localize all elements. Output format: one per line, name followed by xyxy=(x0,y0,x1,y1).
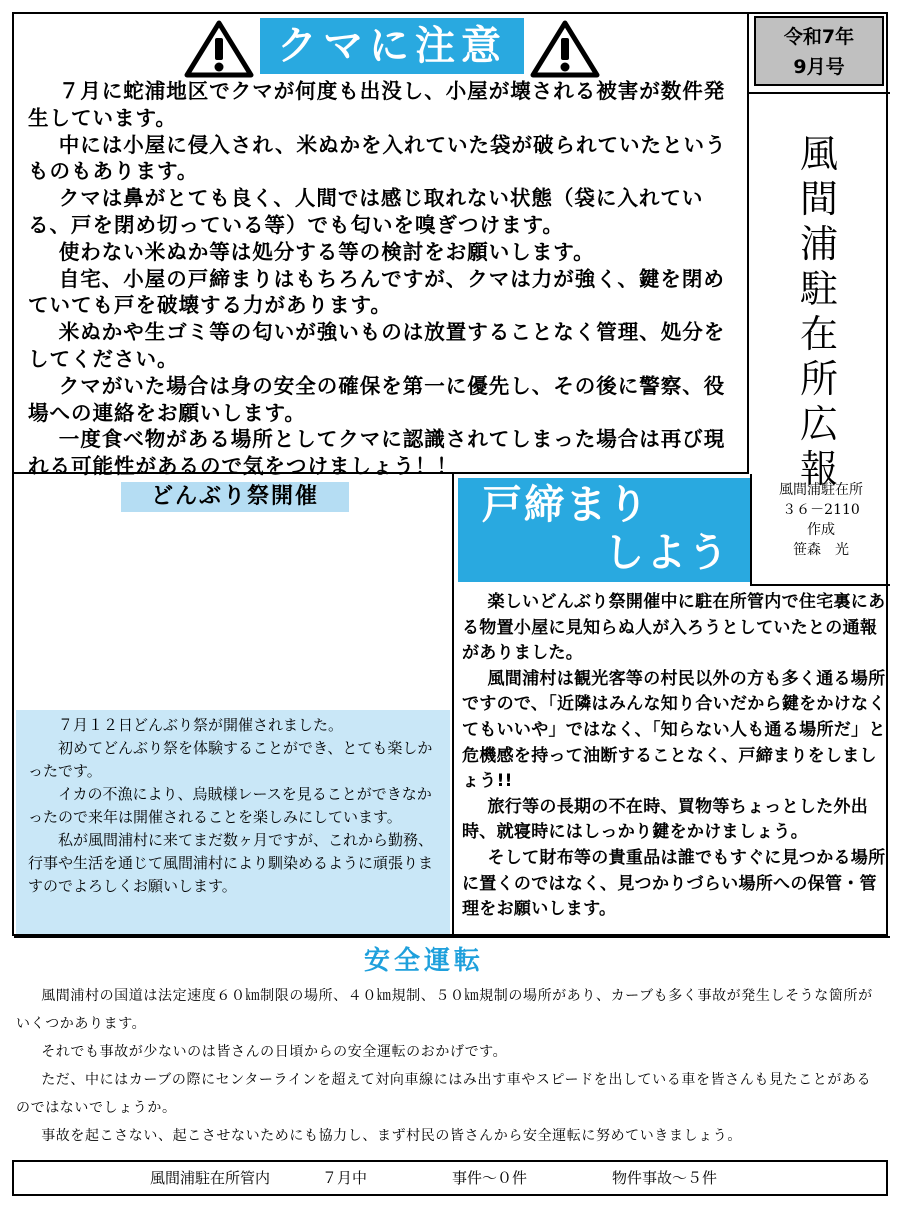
issue-month: 9月号 xyxy=(793,56,845,78)
title-char: 風 xyxy=(799,132,838,176)
paragraph: 初めてどんぶり祭を体験することができ、とても楽しかったです。 xyxy=(28,739,433,780)
bear-title: クマに注意 xyxy=(260,18,524,74)
made-by-label: 作成 xyxy=(807,522,835,538)
title-char: 在 xyxy=(799,312,838,356)
lock-section xyxy=(454,474,890,938)
paragraph: 一度食べ物がある場所としてクマに認識されてしまった場合は再び現れる可能性があるので気をつけましょう！！ xyxy=(28,427,726,479)
bear-warning-section xyxy=(14,14,749,479)
bear-warning-body xyxy=(28,78,743,480)
safe-driving-body xyxy=(16,982,884,1150)
paragraph: 米ぬかや生ゴミ等の匂いが強いものは放置することなく管理、処分をしてください。 xyxy=(28,320,726,371)
paragraph: 自宅、小屋の戸締まりはもちろんですが、クマは力が強く、鍵を閉めていても戸を破壊する力があります。 xyxy=(28,266,725,318)
title-char: 広 xyxy=(799,402,838,446)
paragraph: ７月１２日どんぶり祭が開催されました。 xyxy=(58,716,344,734)
office-name: 風間浦駐在所 xyxy=(779,482,863,498)
author-name: 笹森 光 xyxy=(793,542,849,558)
donburi-section xyxy=(14,474,454,938)
issue-year: 令和7年 xyxy=(783,26,855,48)
lock-title-line2: しよう xyxy=(604,530,730,576)
newsletter-title-vertical xyxy=(794,132,844,492)
lock-title-line1: 戸締まり xyxy=(482,482,650,528)
paragraph: 使わない米ぬか等は処分する等の検討をお願いします。 xyxy=(58,239,595,264)
paragraph: 楽しいどんぶり祭開催中に駐在所管内で住宅裏にある物置小屋に見知らぬ人が入ろうとしていたとの通報がありました。 xyxy=(462,592,886,664)
newsletter-frame xyxy=(12,12,888,1144)
paragraph: 旅行等の長期の不在時、買物等ちょっとした外出時、就寝時にはしっかり鍵をかけましょう。 xyxy=(462,796,869,843)
warning-icon xyxy=(184,20,254,78)
bear-title-row xyxy=(14,16,749,78)
paragraph: 風間浦村は観光客等の村民以外の方も多く通る場所ですので、「近隣はみんな知り合いだから鍵をかけなくてもいいや」ではなく、「知らない人も通る場所だ」と危機感を持って油断することなく、戸締まりをしましょう!! xyxy=(462,668,886,792)
footer-accidents: 物件事故～５件 xyxy=(612,1169,718,1187)
lock-body xyxy=(462,590,886,923)
paragraph: イカの不漁により、烏賊様レースを見ることができなかったので来年は開催されることを楽しみにしています。 xyxy=(28,785,432,826)
title-char: 報 xyxy=(799,447,838,491)
phone-number: ３６－2110 xyxy=(782,502,860,518)
paragraph: 私が風間浦村に来てまだ数ヶ月ですが、これから勤務、行事や生活を通じて風間浦村により馴染めるように頑張りますのでよろしくお願いします。 xyxy=(28,831,434,895)
paragraph: ７月に蛇浦地区でクマが何度も出没し、小屋が壊される被害が数件発生しています。 xyxy=(28,79,726,130)
title-char: 浦 xyxy=(799,222,838,266)
paragraph: 事故を起こさない、起こさせないためにも協力し、まず村民の皆さんから安全運転に努めていきましょう。 xyxy=(41,1128,742,1144)
footer-incidents: 事件～０件 xyxy=(452,1169,528,1187)
safe-driving-title: 安全運転 xyxy=(363,946,484,976)
warning-icon xyxy=(530,20,600,78)
paragraph: クマがいた場合は身の安全の確保を第一に優先し、その後に警察、役場への連絡をお願いします。 xyxy=(28,373,726,425)
lock-title xyxy=(458,478,750,582)
paragraph: ただ、中にはカーブの際にセンターラインを超えて対向車線にはみ出す車やスピードを出している車を皆さんも見たことがあるのではないでしょうか。 xyxy=(16,1072,872,1116)
footer-area: 風間浦駐在所管内 xyxy=(150,1169,271,1187)
paragraph: 中には小屋に侵入され、米ぬかを入れていた袋が破られていたというものもあります。 xyxy=(28,132,727,184)
paragraph: クマは鼻がとても良く、人間では感じ取れない状態（袋に入れている、戸を閉め切っている等）でも匂いを嗅ぎつけます。 xyxy=(28,186,704,237)
title-char: 所 xyxy=(799,357,838,401)
paragraph: そして財布等の貴重品は誰でもすぐに見つかる場所に置くのではなく、見つかりづらい場所への保管・管理をお願いします。 xyxy=(462,847,886,920)
footer-month: ７月中 xyxy=(322,1169,368,1187)
contact-box xyxy=(750,474,890,586)
paragraph: 風間浦村の国道は法定速度６０㎞制限の場所、４０㎞規制、５０㎞規制の場所があり、カーブも多く事故が発生しそうな箇所がいくつかあります。 xyxy=(16,988,873,1032)
title-char: 駐 xyxy=(799,267,838,311)
issue-date-box xyxy=(754,16,884,86)
statistics-footer xyxy=(12,1160,888,1196)
title-char: 間 xyxy=(799,177,838,221)
donburi-title: どんぶり祭開催 xyxy=(121,482,349,512)
paragraph: それでも事故が少ないのは皆さんの日頃からの安全運転のおかげです。 xyxy=(41,1044,508,1060)
donburi-text-box xyxy=(16,710,450,934)
divider xyxy=(749,92,890,94)
